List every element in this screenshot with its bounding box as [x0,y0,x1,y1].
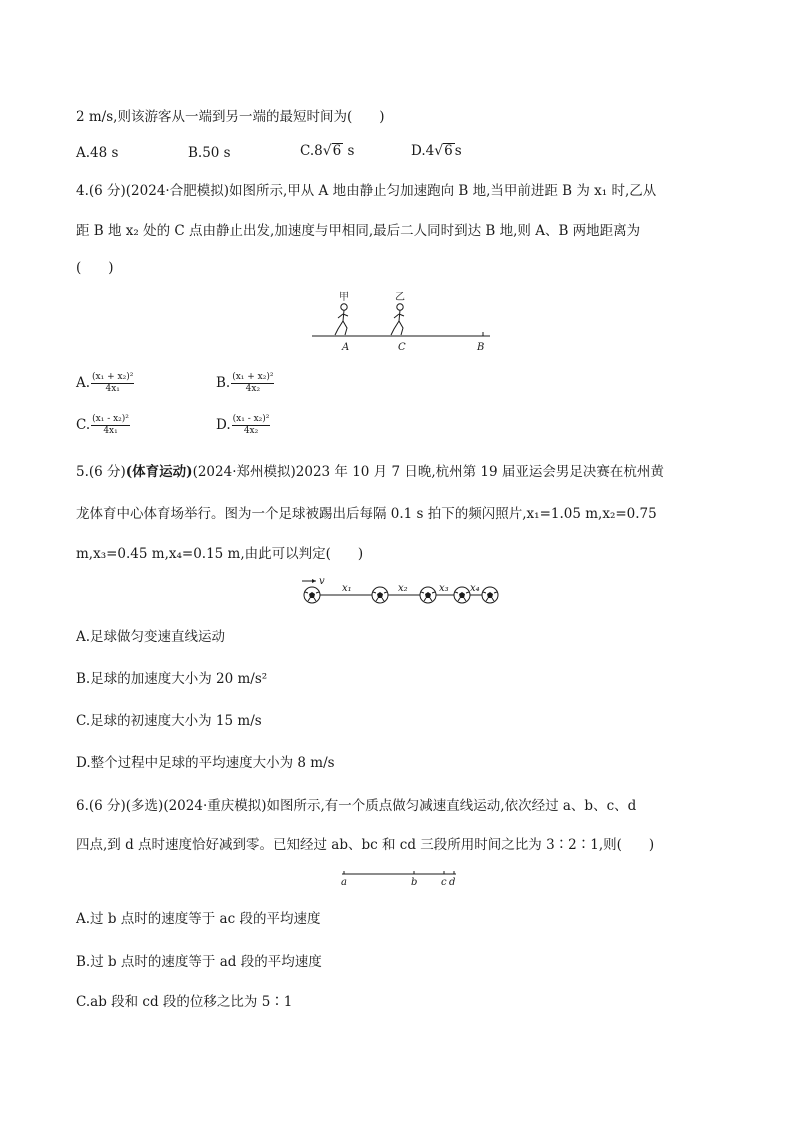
soccer-ball-icon [304,587,320,603]
point-b-label: B [477,342,485,353]
person-yi-icon [391,304,404,335]
q3-option-d-label: D.4 [411,143,435,159]
q3-option-b[interactable]: B.50 s [188,145,231,161]
q4-option-a[interactable] [76,372,134,395]
q4-option-c-fraction [91,414,130,437]
q6-option-a[interactable]: A.过 b 点时的速度等于 ac 段的平均速度 [76,911,321,927]
q5-option-b[interactable]: B.足球的加速度大小为 20 m/s² [76,671,268,687]
velocity-label: v [319,576,325,587]
q4-option-c[interactable] [76,414,130,437]
fraction-denominator: 4x₂ [245,384,261,394]
q4-option-d-fraction [232,414,271,437]
q6-figure [338,866,462,890]
q4-stem-line1: 4.(6 分)(2024·合肥模拟)如图所示,甲从 A 地由静止匀加速跑向 B 地,当甲前进距 B 为 x₁ 时,乙从 [76,183,657,199]
q4-stem-line2: 距 B 地 x₂ 处的 C 点由静止出发,加速度与甲相同,最后二人同时到达 B 地,则 A、B 两地距离为 [76,223,641,239]
q6-stem-line2: 四点,到 d 点时速度恰好减到零。已知经过 ab、bc 和 cd 三段所用时间之比为 3∶2∶1,则( ) [76,837,655,853]
fraction-numerator: (x₁ - x₂)² [92,414,129,424]
q3-option-d-radicand: 6 [444,143,453,159]
q4-option-c-label: C. [76,417,91,433]
q4-option-a-fraction [91,372,134,395]
fraction-denominator: 4x₁ [105,384,120,394]
point-d-label: d [449,877,456,888]
segment-x1-label: x₁ [342,583,352,594]
q6-stem-line1: 6.(6 分)(多选)(2024·重庆模拟)如图所示,有一个质点做匀减速直线运动,依次经过 a、b、c、d [76,798,637,814]
q3-option-c-radicand: 6 [332,143,342,159]
q3-option-c-label: C.8 [300,143,323,159]
q5-figure [298,574,504,608]
point-a-label: A [342,342,350,353]
segment-x4-label: x₄ [470,583,480,594]
person-jia-icon [335,304,348,335]
q3-option-a[interactable]: A.48 s [76,145,119,161]
soccer-ball-icon [454,587,470,603]
q4-stem-line3: ( ) [76,260,114,276]
q3-option-d-unit: s [454,143,462,159]
person-yi-label: 乙 [395,292,405,303]
q5-stem-line3: m,x₃=0.45 m,x₄=0.15 m,由此可以判定( ) [76,546,364,562]
radical-sign: √ [322,143,332,159]
point-b-label: b [411,877,418,888]
q3-option-c[interactable] [300,142,354,160]
fraction-numerator: (x₁ - x₂)² [232,414,270,424]
q3-option-d[interactable] [411,142,462,160]
segment-x2-label: x₂ [398,583,408,594]
q5-topic-tag: (体育运动) [125,464,193,480]
fraction-denominator: 4x₂ [243,426,259,436]
q5-stem-line2: 龙体育中心体育场举行。图为一个足球被踢出后每隔 0.1 s 拍下的频闪照片,x₁=1.05 m,x₂=0.75 [76,506,657,522]
fraction-numerator: (x₁ + x₂)² [232,372,274,382]
q5-stem-line1-text: (2024·郑州模拟)2023 年 10 月 7 日晚,杭州第 19 届亚运会男足决赛在杭州黄 [192,464,664,480]
q3-option-c-unit: s [343,143,355,159]
q5-stem-line1 [76,463,664,481]
q4-option-d[interactable] [216,414,270,437]
point-c-label: C [398,342,406,353]
q4-option-b-fraction [231,372,274,395]
q4-option-b[interactable] [216,372,274,395]
point-c-label: c [441,877,447,888]
radical-sign: √ [434,143,444,159]
q4-option-b-label: B. [216,375,231,391]
person-jia-label: 甲 [339,292,349,303]
q4-option-a-label: A. [76,375,91,391]
soccer-ball-icon [372,587,388,603]
q4-option-d-label: D. [216,417,231,433]
q5-option-d[interactable]: D.整个过程中足球的平均速度大小为 8 m/s [76,755,335,771]
q6-option-c[interactable]: C.ab 段和 cd 段的位移之比为 5∶1 [76,994,293,1010]
q5-option-c[interactable]: C.足球的初速度大小为 15 m/s [76,713,262,729]
segment-x3-label: x₃ [439,583,449,594]
velocity-arrow-head [312,579,316,583]
fraction-numerator: (x₁ + x₂)² [92,372,134,382]
q3-continuation: 2 m/s,则该游客从一端到另一端的最短时间为( ) [76,109,385,125]
q5-option-a[interactable]: A.足球做匀变速直线运动 [76,629,226,645]
soccer-ball-icon [420,587,436,603]
q5-number: 5.(6 分) [76,464,126,480]
point-a-label: a [341,877,347,888]
q4-figure [310,290,492,356]
q6-option-b[interactable]: B.过 b 点时的速度等于 ad 段的平均速度 [76,954,322,970]
fraction-denominator: 4x₁ [103,426,118,436]
soccer-ball-icon [482,587,498,603]
